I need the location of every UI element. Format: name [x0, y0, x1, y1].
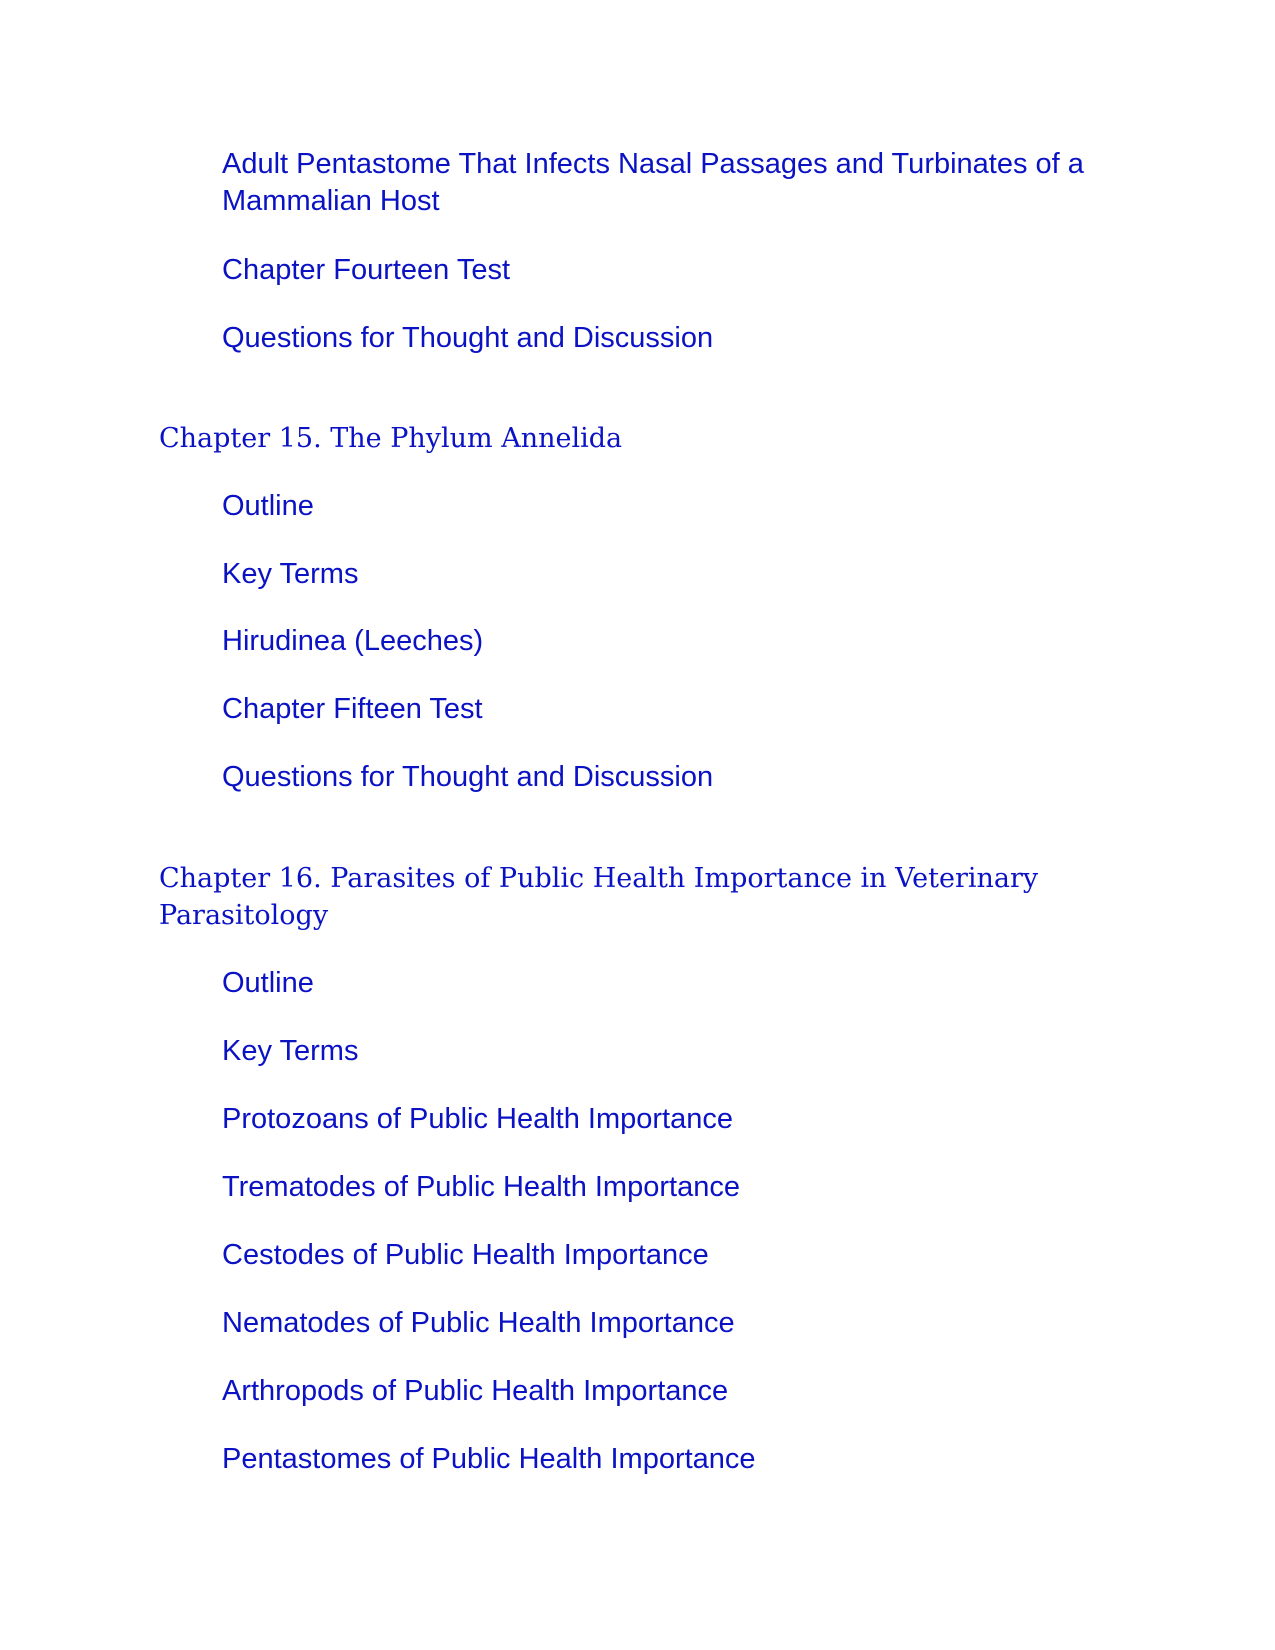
toc-entry[interactable] — [222, 691, 1102, 728]
toc-link-pentastomes[interactable]: Pentastomes of Public Health Importance — [222, 1443, 756, 1475]
toc-entry[interactable] — [222, 320, 1102, 357]
toc-entry[interactable] — [222, 1237, 1102, 1274]
toc-link-ch15-outline[interactable]: Outline — [222, 490, 314, 522]
toc-entry[interactable] — [222, 252, 1102, 289]
chapter-heading-15[interactable] — [159, 420, 1089, 457]
toc-entry[interactable] — [222, 556, 1102, 593]
toc-entry[interactable] — [222, 759, 1102, 796]
toc-link-adult-pentastome[interactable]: Adult Pentastome That Infects Nasal Passages and Turbinates of a Mammalian Host — [222, 148, 1084, 217]
toc-link-ch15-questions[interactable]: Questions for Thought and Discussion — [222, 761, 714, 793]
toc-link-cestodes[interactable]: Cestodes of Public Health Importance — [222, 1239, 709, 1271]
toc-link-hirudinea[interactable]: Hirudinea (Leeches) — [222, 625, 484, 657]
toc-link-ch15-key-terms[interactable]: Key Terms — [222, 558, 359, 590]
toc-entry[interactable] — [222, 965, 1102, 1002]
toc-link-chapter-fourteen-test[interactable]: Chapter Fourteen Test — [222, 254, 511, 286]
chapter-heading-16[interactable] — [159, 860, 1089, 934]
toc-link-ch16-key-terms[interactable]: Key Terms — [222, 1035, 359, 1067]
toc-entry[interactable] — [222, 1441, 1102, 1478]
toc-entry[interactable] — [222, 1373, 1102, 1410]
toc-link-ch14-questions[interactable]: Questions for Thought and Discussion — [222, 322, 714, 354]
toc-entry[interactable] — [222, 1101, 1102, 1138]
toc-link-arthropods[interactable]: Arthropods of Public Health Importance — [222, 1375, 729, 1407]
toc-link-chapter-16[interactable]: Chapter 16. Parasites of Public Health Importance in Veterinary Parasitology — [159, 863, 1039, 931]
toc-entry[interactable] — [222, 623, 1102, 660]
toc-link-chapter-15[interactable]: Chapter 15. The Phylum Annelida — [159, 423, 623, 454]
toc-link-chapter-fifteen-test[interactable]: Chapter Fifteen Test — [222, 693, 483, 725]
toc-entry[interactable] — [222, 1305, 1102, 1342]
toc-entry[interactable] — [222, 488, 1102, 525]
toc-link-nematodes[interactable]: Nematodes of Public Health Importance — [222, 1307, 735, 1339]
toc-entry[interactable] — [222, 1033, 1102, 1070]
toc-link-protozoans[interactable]: Protozoans of Public Health Importance — [222, 1103, 733, 1135]
toc-link-ch16-outline[interactable]: Outline — [222, 967, 314, 999]
toc-entry[interactable] — [222, 1169, 1102, 1206]
toc-link-trematodes[interactable]: Trematodes of Public Health Importance — [222, 1171, 740, 1203]
toc-entry[interactable] — [222, 146, 1102, 220]
